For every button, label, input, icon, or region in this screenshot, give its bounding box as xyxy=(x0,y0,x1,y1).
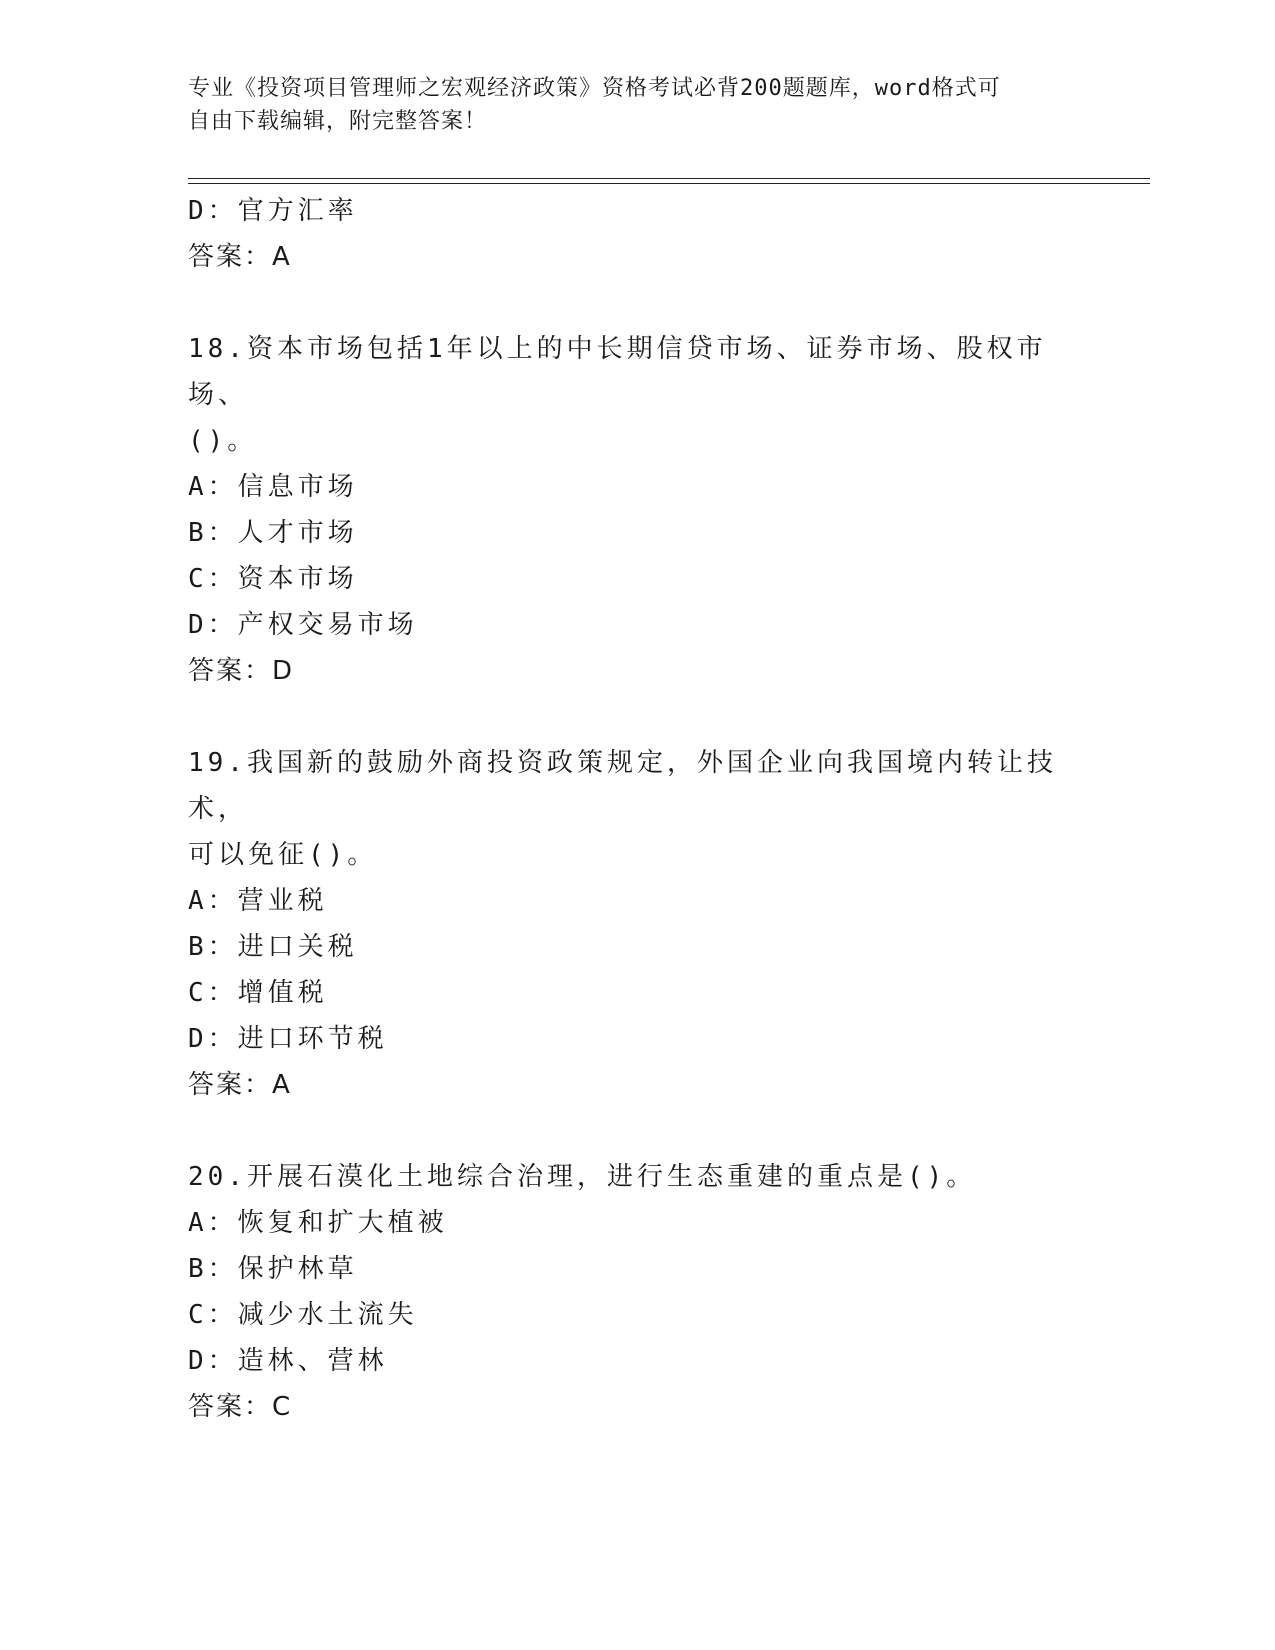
spacer xyxy=(188,280,1088,326)
option-c: C：减少水土流失 xyxy=(188,1300,418,1330)
page-header xyxy=(188,72,1068,138)
prev-answer: 答案：A xyxy=(188,242,292,272)
answer: 答案：A xyxy=(188,1070,292,1100)
question-18 xyxy=(188,326,1088,694)
option-c: C：资本市场 xyxy=(188,564,358,594)
option-d: D：进口环节税 xyxy=(188,1024,388,1054)
question-stem: 19.我国新的鼓励外商投资政策规定，外国企业向我国境内转让技术， xyxy=(188,748,1057,824)
option-d: D：造林、营林 xyxy=(188,1346,388,1376)
question-stem-cont: 可以免征()。 xyxy=(188,840,378,870)
question-stem: 18.资本市场包括1年以上的中长期信贷市场、证券市场、股权市场、 xyxy=(188,334,1047,410)
option-a: A：恢复和扩大植被 xyxy=(188,1208,448,1238)
header-line-2: 自由下载编辑，附完整答案！ xyxy=(188,109,488,134)
option-a: A：信息市场 xyxy=(188,472,358,502)
header-line-1: 专业《投资项目管理师之宏观经济政策》资格考试必背200题题库，word格式可 xyxy=(188,76,1001,101)
spacer xyxy=(188,1108,1088,1154)
option-b: B：保护林草 xyxy=(188,1254,358,1284)
option-a: A：营业税 xyxy=(188,886,328,916)
option-b: B：人才市场 xyxy=(188,518,358,548)
option-d: D：产权交易市场 xyxy=(188,610,418,640)
header-rule-top xyxy=(188,178,1150,179)
question-19 xyxy=(188,740,1088,1108)
question-content xyxy=(188,188,1088,1430)
question-20 xyxy=(188,1154,1088,1430)
answer: 答案：D xyxy=(188,656,295,686)
header-rule-bottom xyxy=(188,183,1150,184)
question-stem: 20.开展石漠化土地综合治理，进行生态重建的重点是()。 xyxy=(188,1162,977,1192)
option-b: B：进口关税 xyxy=(188,932,358,962)
spacer xyxy=(188,694,1088,740)
answer: 答案：C xyxy=(188,1392,293,1422)
prev-option-d: D：官方汇率 xyxy=(188,196,358,226)
question-stem-cont: ()。 xyxy=(188,426,258,456)
option-c: C：增值税 xyxy=(188,978,328,1008)
